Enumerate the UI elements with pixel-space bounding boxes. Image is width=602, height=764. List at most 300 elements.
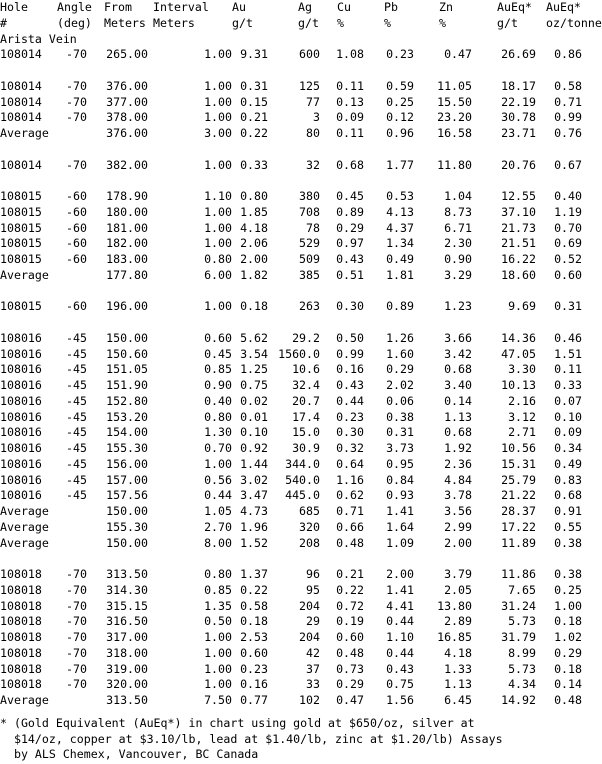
cell: 0.84 bbox=[386, 472, 414, 487]
cell: 150.60 bbox=[106, 346, 148, 361]
cell: 30.9 bbox=[292, 441, 320, 455]
cell: 0.14 bbox=[444, 393, 472, 408]
cell: 0.76 bbox=[554, 126, 582, 140]
cell: 1.23 bbox=[444, 299, 472, 314]
cell: 95 bbox=[306, 582, 320, 597]
cell: -70 bbox=[66, 614, 87, 629]
cell: -70 bbox=[66, 661, 87, 676]
cell: 96 bbox=[306, 567, 320, 581]
cell: 3.40 bbox=[444, 378, 472, 392]
cell: 2.16 bbox=[508, 393, 536, 408]
cell: 0.25 bbox=[386, 94, 414, 109]
cell: 108016 bbox=[0, 330, 42, 345]
cell: -60 bbox=[66, 252, 87, 266]
cell: -70 bbox=[66, 582, 87, 597]
cell: 1.02 bbox=[554, 630, 582, 644]
cell: 317.00 bbox=[106, 630, 148, 644]
cell: 0.95 bbox=[386, 456, 414, 471]
cell: 17.22 bbox=[501, 519, 536, 534]
cell: 21.73 bbox=[501, 220, 536, 235]
cell: 0.71 bbox=[336, 504, 364, 518]
cell: 1.35 bbox=[204, 598, 232, 613]
cell: 382.00 bbox=[106, 157, 148, 172]
cell: 1.34 bbox=[386, 236, 414, 251]
average-row bbox=[0, 536, 602, 552]
assay-row bbox=[0, 79, 602, 95]
cell: 0.29 bbox=[554, 645, 582, 660]
footnote-line: * (Gold Equivalent (AuEq*) in chart using gold at $650/oz, silver at bbox=[0, 716, 475, 730]
cell: 108016 bbox=[0, 409, 42, 424]
cell: 0.15 bbox=[240, 94, 268, 109]
cell: 0.75 bbox=[386, 677, 414, 692]
cell: 0.72 bbox=[336, 598, 364, 613]
cell: 1.08 bbox=[336, 47, 364, 62]
cell: 445.0 bbox=[285, 488, 320, 503]
cell: 0.34 bbox=[554, 441, 582, 455]
cell: 377.00 bbox=[106, 94, 148, 109]
group-spacer bbox=[0, 284, 602, 300]
cell: 22.19 bbox=[501, 94, 536, 109]
cell: 0.92 bbox=[240, 441, 268, 455]
cell: 1.00 bbox=[204, 47, 232, 62]
cell: 3.02 bbox=[240, 472, 268, 487]
header-cell: % bbox=[384, 15, 391, 30]
cell: 1.44 bbox=[240, 456, 268, 471]
cell: 108018 bbox=[0, 630, 42, 644]
cell: 1.00 bbox=[204, 456, 232, 471]
cell: 108015 bbox=[0, 236, 42, 251]
cell: 0.30 bbox=[336, 425, 364, 440]
cell: 529 bbox=[299, 236, 320, 251]
cell: 0.66 bbox=[336, 519, 364, 534]
cell: -45 bbox=[66, 409, 87, 424]
cell: 708 bbox=[299, 204, 320, 219]
cell: 0.19 bbox=[336, 614, 364, 629]
header-cell: Au bbox=[232, 0, 246, 14]
cell: 10.13 bbox=[501, 378, 536, 392]
assay-row bbox=[0, 362, 602, 378]
cell: 11.80 bbox=[437, 157, 472, 172]
assay-row bbox=[0, 47, 602, 63]
cell: -70 bbox=[66, 110, 87, 125]
cell: 28.37 bbox=[501, 504, 536, 518]
cell: 3.00 bbox=[204, 126, 232, 140]
cell: 2.02 bbox=[386, 378, 414, 392]
cell: 13.80 bbox=[437, 598, 472, 613]
cell: 204 bbox=[299, 598, 320, 613]
cell: 263 bbox=[299, 299, 320, 314]
cell: 155.30 bbox=[106, 519, 148, 534]
cell: -70 bbox=[66, 677, 87, 692]
cell: 3.79 bbox=[444, 567, 472, 581]
cell: 108016 bbox=[0, 441, 42, 455]
assay-row bbox=[0, 614, 602, 630]
cell: 150.00 bbox=[106, 330, 148, 345]
cell: 108016 bbox=[0, 393, 42, 408]
cell: 0.70 bbox=[204, 441, 232, 455]
header-cell: AuEq* bbox=[546, 0, 581, 14]
cell: 108018 bbox=[0, 677, 42, 692]
cell: 2.36 bbox=[444, 456, 472, 471]
cell: 9.69 bbox=[508, 299, 536, 314]
cell: 0.85 bbox=[204, 362, 232, 377]
cell: 1.00 bbox=[204, 630, 232, 644]
cell: 0.49 bbox=[386, 252, 414, 266]
cell: 4.18 bbox=[240, 220, 268, 235]
cell: 0.09 bbox=[554, 425, 582, 440]
cell: 0.16 bbox=[336, 362, 364, 377]
cell: Average bbox=[0, 267, 49, 282]
cell: 14.92 bbox=[501, 693, 536, 707]
cell: 0.47 bbox=[336, 693, 364, 707]
assay-row bbox=[0, 677, 602, 693]
cell: 16.58 bbox=[437, 126, 472, 140]
cell: 0.59 bbox=[386, 78, 414, 93]
cell: 181.00 bbox=[106, 220, 148, 235]
assay-row bbox=[0, 205, 602, 221]
cell: 4.73 bbox=[240, 504, 268, 518]
cell: 196.00 bbox=[106, 299, 148, 314]
header-cell: g/t bbox=[497, 15, 518, 30]
cell: 1.19 bbox=[554, 204, 582, 219]
cell: 1.51 bbox=[554, 346, 582, 361]
assay-row bbox=[0, 441, 602, 457]
cell: 4.84 bbox=[444, 472, 472, 487]
cell: 4.37 bbox=[386, 220, 414, 235]
cell: 5.73 bbox=[508, 614, 536, 629]
cell: 108015 bbox=[0, 220, 42, 235]
cell: 3.47 bbox=[240, 488, 268, 503]
cell: 376.00 bbox=[106, 78, 148, 93]
cell: -70 bbox=[66, 47, 87, 62]
cell: 108018 bbox=[0, 567, 42, 581]
cell: 1.96 bbox=[240, 519, 268, 534]
cell: 1.92 bbox=[444, 441, 472, 455]
cell: 182.00 bbox=[106, 236, 148, 251]
cell: 150.00 bbox=[106, 535, 148, 550]
cell: 2.89 bbox=[444, 614, 472, 629]
cell: 1.13 bbox=[444, 677, 472, 692]
cell: 1.00 bbox=[204, 645, 232, 660]
cell: 108018 bbox=[0, 645, 42, 660]
cell: 31.79 bbox=[501, 630, 536, 644]
cell: 0.60 bbox=[240, 645, 268, 660]
cell: 0.07 bbox=[554, 393, 582, 408]
cell: 18.17 bbox=[501, 78, 536, 93]
cell: 3.42 bbox=[444, 346, 472, 361]
cell: 2.99 bbox=[444, 519, 472, 534]
cell: 1.13 bbox=[444, 409, 472, 424]
cell: 0.10 bbox=[240, 425, 268, 440]
cell: 15.0 bbox=[292, 425, 320, 440]
cell: 0.44 bbox=[386, 645, 414, 660]
cell: 108016 bbox=[0, 425, 42, 440]
header-cell: Zn bbox=[439, 0, 453, 14]
cell: 0.71 bbox=[554, 94, 582, 109]
cell: 11.86 bbox=[501, 567, 536, 581]
cell: 108016 bbox=[0, 346, 42, 361]
cell: 108014 bbox=[0, 94, 42, 109]
cell: 4.41 bbox=[386, 598, 414, 613]
cell: -45 bbox=[66, 425, 87, 440]
cell: 208 bbox=[299, 535, 320, 550]
cell: 11.89 bbox=[501, 535, 536, 550]
cell: 17.4 bbox=[292, 409, 320, 424]
cell: 42 bbox=[306, 645, 320, 660]
cell: 0.09 bbox=[336, 110, 364, 125]
cell: 0.11 bbox=[554, 362, 582, 377]
cell: 1.09 bbox=[386, 535, 414, 550]
cell: 102 bbox=[299, 693, 320, 707]
assay-row bbox=[0, 646, 602, 662]
cell: 0.29 bbox=[336, 677, 364, 692]
assay-row bbox=[0, 95, 602, 111]
cell: -45 bbox=[66, 456, 87, 471]
cell: 11.05 bbox=[437, 78, 472, 93]
assay-row bbox=[0, 299, 602, 315]
cell: 1.04 bbox=[444, 189, 472, 203]
cell: Average bbox=[0, 519, 49, 534]
group-spacer bbox=[0, 63, 602, 79]
cell: 180.00 bbox=[106, 204, 148, 219]
cell: 0.29 bbox=[386, 362, 414, 377]
cell: 0.21 bbox=[336, 567, 364, 581]
cell: 6.71 bbox=[444, 220, 472, 235]
cell: 108016 bbox=[0, 362, 42, 377]
cell: 0.31 bbox=[554, 299, 582, 314]
assay-row bbox=[0, 252, 602, 268]
cell: 0.30 bbox=[336, 299, 364, 314]
cell: 0.68 bbox=[444, 425, 472, 440]
assay-row bbox=[0, 473, 602, 489]
cell: 0.51 bbox=[336, 267, 364, 282]
cell: 80 bbox=[306, 126, 320, 140]
assay-row bbox=[0, 158, 602, 174]
cell: 0.60 bbox=[554, 267, 582, 282]
cell: 1.25 bbox=[240, 362, 268, 377]
cell: 157.56 bbox=[106, 488, 148, 503]
cell: 0.62 bbox=[336, 488, 364, 503]
cell: 108016 bbox=[0, 456, 42, 471]
cell: 0.40 bbox=[204, 393, 232, 408]
cell: 265.00 bbox=[106, 47, 148, 62]
cell: 108014 bbox=[0, 110, 42, 125]
header-cell: Hole bbox=[0, 0, 28, 14]
cell: 1.33 bbox=[444, 661, 472, 676]
cell: 1.41 bbox=[386, 504, 414, 518]
cell: Average bbox=[0, 504, 49, 518]
cell: 1.00 bbox=[204, 110, 232, 125]
cell: 0.31 bbox=[386, 425, 414, 440]
cell: 0.70 bbox=[554, 220, 582, 235]
cell: 108015 bbox=[0, 252, 42, 266]
cell: 0.86 bbox=[554, 47, 582, 62]
cell: 108016 bbox=[0, 488, 42, 503]
cell: 8.00 bbox=[204, 535, 232, 550]
cell: 0.56 bbox=[204, 472, 232, 487]
cell: -45 bbox=[66, 472, 87, 487]
cell: 2.53 bbox=[240, 630, 268, 644]
cell: -60 bbox=[66, 236, 87, 251]
cell: 0.93 bbox=[386, 488, 414, 503]
assay-row bbox=[0, 110, 602, 126]
cell: 0.45 bbox=[204, 346, 232, 361]
assay-row bbox=[0, 599, 602, 615]
group-spacer bbox=[0, 142, 602, 158]
cell: 157.00 bbox=[106, 472, 148, 487]
cell: 183.00 bbox=[106, 252, 148, 266]
cell: 320.00 bbox=[106, 677, 148, 692]
cell: 1.00 bbox=[204, 78, 232, 93]
assay-row bbox=[0, 331, 602, 347]
group-spacer bbox=[0, 315, 602, 331]
cell: 0.91 bbox=[554, 504, 582, 518]
cell: 2.00 bbox=[386, 567, 414, 581]
cell: 0.68 bbox=[444, 362, 472, 377]
cell: 125 bbox=[299, 78, 320, 93]
cell: 6.00 bbox=[204, 267, 232, 282]
cell: 18.60 bbox=[501, 267, 536, 282]
cell: -45 bbox=[66, 330, 87, 345]
cell: 0.52 bbox=[554, 252, 582, 266]
footnote-line: by ALS Chemex, Vancouver, BC Canada bbox=[0, 747, 259, 761]
average-row bbox=[0, 693, 602, 709]
cell: 316.50 bbox=[106, 614, 148, 629]
average-row bbox=[0, 268, 602, 284]
cell: -70 bbox=[66, 567, 87, 581]
assay-row bbox=[0, 378, 602, 394]
cell: 3.12 bbox=[508, 409, 536, 424]
cell: 685 bbox=[299, 504, 320, 518]
cell: -60 bbox=[66, 189, 87, 203]
cell: 5.62 bbox=[240, 330, 268, 345]
cell: -45 bbox=[66, 346, 87, 361]
cell: -60 bbox=[66, 204, 87, 219]
cell: 78 bbox=[306, 220, 320, 235]
cell: 108015 bbox=[0, 299, 42, 314]
cell: 3.29 bbox=[444, 267, 472, 282]
cell: 0.96 bbox=[386, 126, 414, 140]
header-cell: Interval bbox=[153, 0, 209, 14]
cell: 29 bbox=[306, 614, 320, 629]
average-row bbox=[0, 520, 602, 536]
cell: 108018 bbox=[0, 614, 42, 629]
cell: 0.80 bbox=[204, 567, 232, 581]
header-cell: Cu bbox=[337, 0, 351, 14]
cell: 1.00 bbox=[204, 94, 232, 109]
cell: 23.20 bbox=[437, 110, 472, 125]
cell: -45 bbox=[66, 378, 87, 392]
cell: 4.18 bbox=[444, 645, 472, 660]
cell: 0.11 bbox=[336, 78, 364, 93]
cell: 0.45 bbox=[336, 189, 364, 203]
cell: 0.22 bbox=[336, 582, 364, 597]
cell: 0.43 bbox=[336, 378, 364, 392]
cell: 33 bbox=[306, 677, 320, 692]
assay-row bbox=[0, 425, 602, 441]
cell: 0.10 bbox=[554, 409, 582, 424]
footnote bbox=[0, 716, 602, 763]
cell: 0.23 bbox=[240, 661, 268, 676]
cell: 12.55 bbox=[501, 189, 536, 203]
cell: 0.48 bbox=[554, 693, 582, 707]
cell: 16.22 bbox=[501, 252, 536, 266]
cell: 0.13 bbox=[336, 94, 364, 109]
cell: 2.00 bbox=[444, 535, 472, 550]
cell: 204 bbox=[299, 630, 320, 644]
cell: 0.40 bbox=[554, 189, 582, 203]
cell: 4.13 bbox=[386, 204, 414, 219]
cell: 2.70 bbox=[204, 519, 232, 534]
cell: 5.73 bbox=[508, 661, 536, 676]
cell: 1.00 bbox=[204, 157, 232, 172]
header-cell: g/t bbox=[232, 15, 253, 30]
cell: 376.00 bbox=[106, 126, 148, 140]
cell: 1.56 bbox=[386, 693, 414, 707]
header-cell: g/t bbox=[298, 15, 319, 30]
cell: 540.0 bbox=[285, 472, 320, 487]
cell: 108015 bbox=[0, 189, 42, 203]
cell: 29.2 bbox=[292, 330, 320, 345]
section-label: Arista Vein bbox=[0, 31, 77, 46]
cell: 108015 bbox=[0, 204, 42, 219]
cell: 0.32 bbox=[336, 441, 364, 455]
cell: 1.10 bbox=[386, 630, 414, 644]
footnote-line: $14/oz, copper at $3.10/lb, lead at $1.40/lb, zinc at $1.20/lb) Assays bbox=[0, 731, 503, 746]
cell: 1.00 bbox=[204, 220, 232, 235]
cell: -70 bbox=[66, 630, 87, 644]
header-cell: AuEq* bbox=[497, 0, 532, 14]
assay-row bbox=[0, 189, 602, 205]
cell: 0.23 bbox=[386, 47, 414, 62]
cell: 3.78 bbox=[444, 488, 472, 503]
header-row-line2 bbox=[0, 16, 602, 32]
header-cell: (deg) bbox=[57, 15, 92, 30]
cell: 0.80 bbox=[204, 409, 232, 424]
cell: Average bbox=[0, 693, 49, 707]
cell: 108016 bbox=[0, 378, 42, 392]
header-cell: % bbox=[337, 15, 344, 30]
cell: 0.50 bbox=[336, 330, 364, 345]
cell: 0.01 bbox=[240, 409, 268, 424]
cell: 155.30 bbox=[106, 441, 148, 455]
cell: 1.82 bbox=[240, 267, 268, 282]
cell: 3 bbox=[313, 110, 320, 125]
cell: 9.31 bbox=[240, 47, 268, 62]
cell: 1.00 bbox=[554, 598, 582, 613]
cell: 0.99 bbox=[554, 110, 582, 125]
cell: 0.11 bbox=[336, 126, 364, 140]
cell: 8.99 bbox=[508, 645, 536, 660]
cell: 0.06 bbox=[386, 393, 414, 408]
cell: 0.58 bbox=[240, 598, 268, 613]
cell: 0.89 bbox=[386, 299, 414, 314]
cell: 0.38 bbox=[554, 567, 582, 581]
cell: 2.05 bbox=[444, 582, 472, 597]
cell: 0.90 bbox=[444, 252, 472, 266]
cell: 0.90 bbox=[204, 378, 232, 392]
cell: 3.30 bbox=[508, 362, 536, 377]
cell: 0.38 bbox=[386, 409, 414, 424]
cell: 1.05 bbox=[204, 504, 232, 518]
cell: -60 bbox=[66, 299, 87, 314]
cell: 1.60 bbox=[386, 346, 414, 361]
average-row bbox=[0, 126, 602, 142]
header-cell: Pb bbox=[384, 0, 398, 14]
cell: Average bbox=[0, 535, 49, 550]
cell: -70 bbox=[66, 94, 87, 109]
cell: -45 bbox=[66, 362, 87, 377]
